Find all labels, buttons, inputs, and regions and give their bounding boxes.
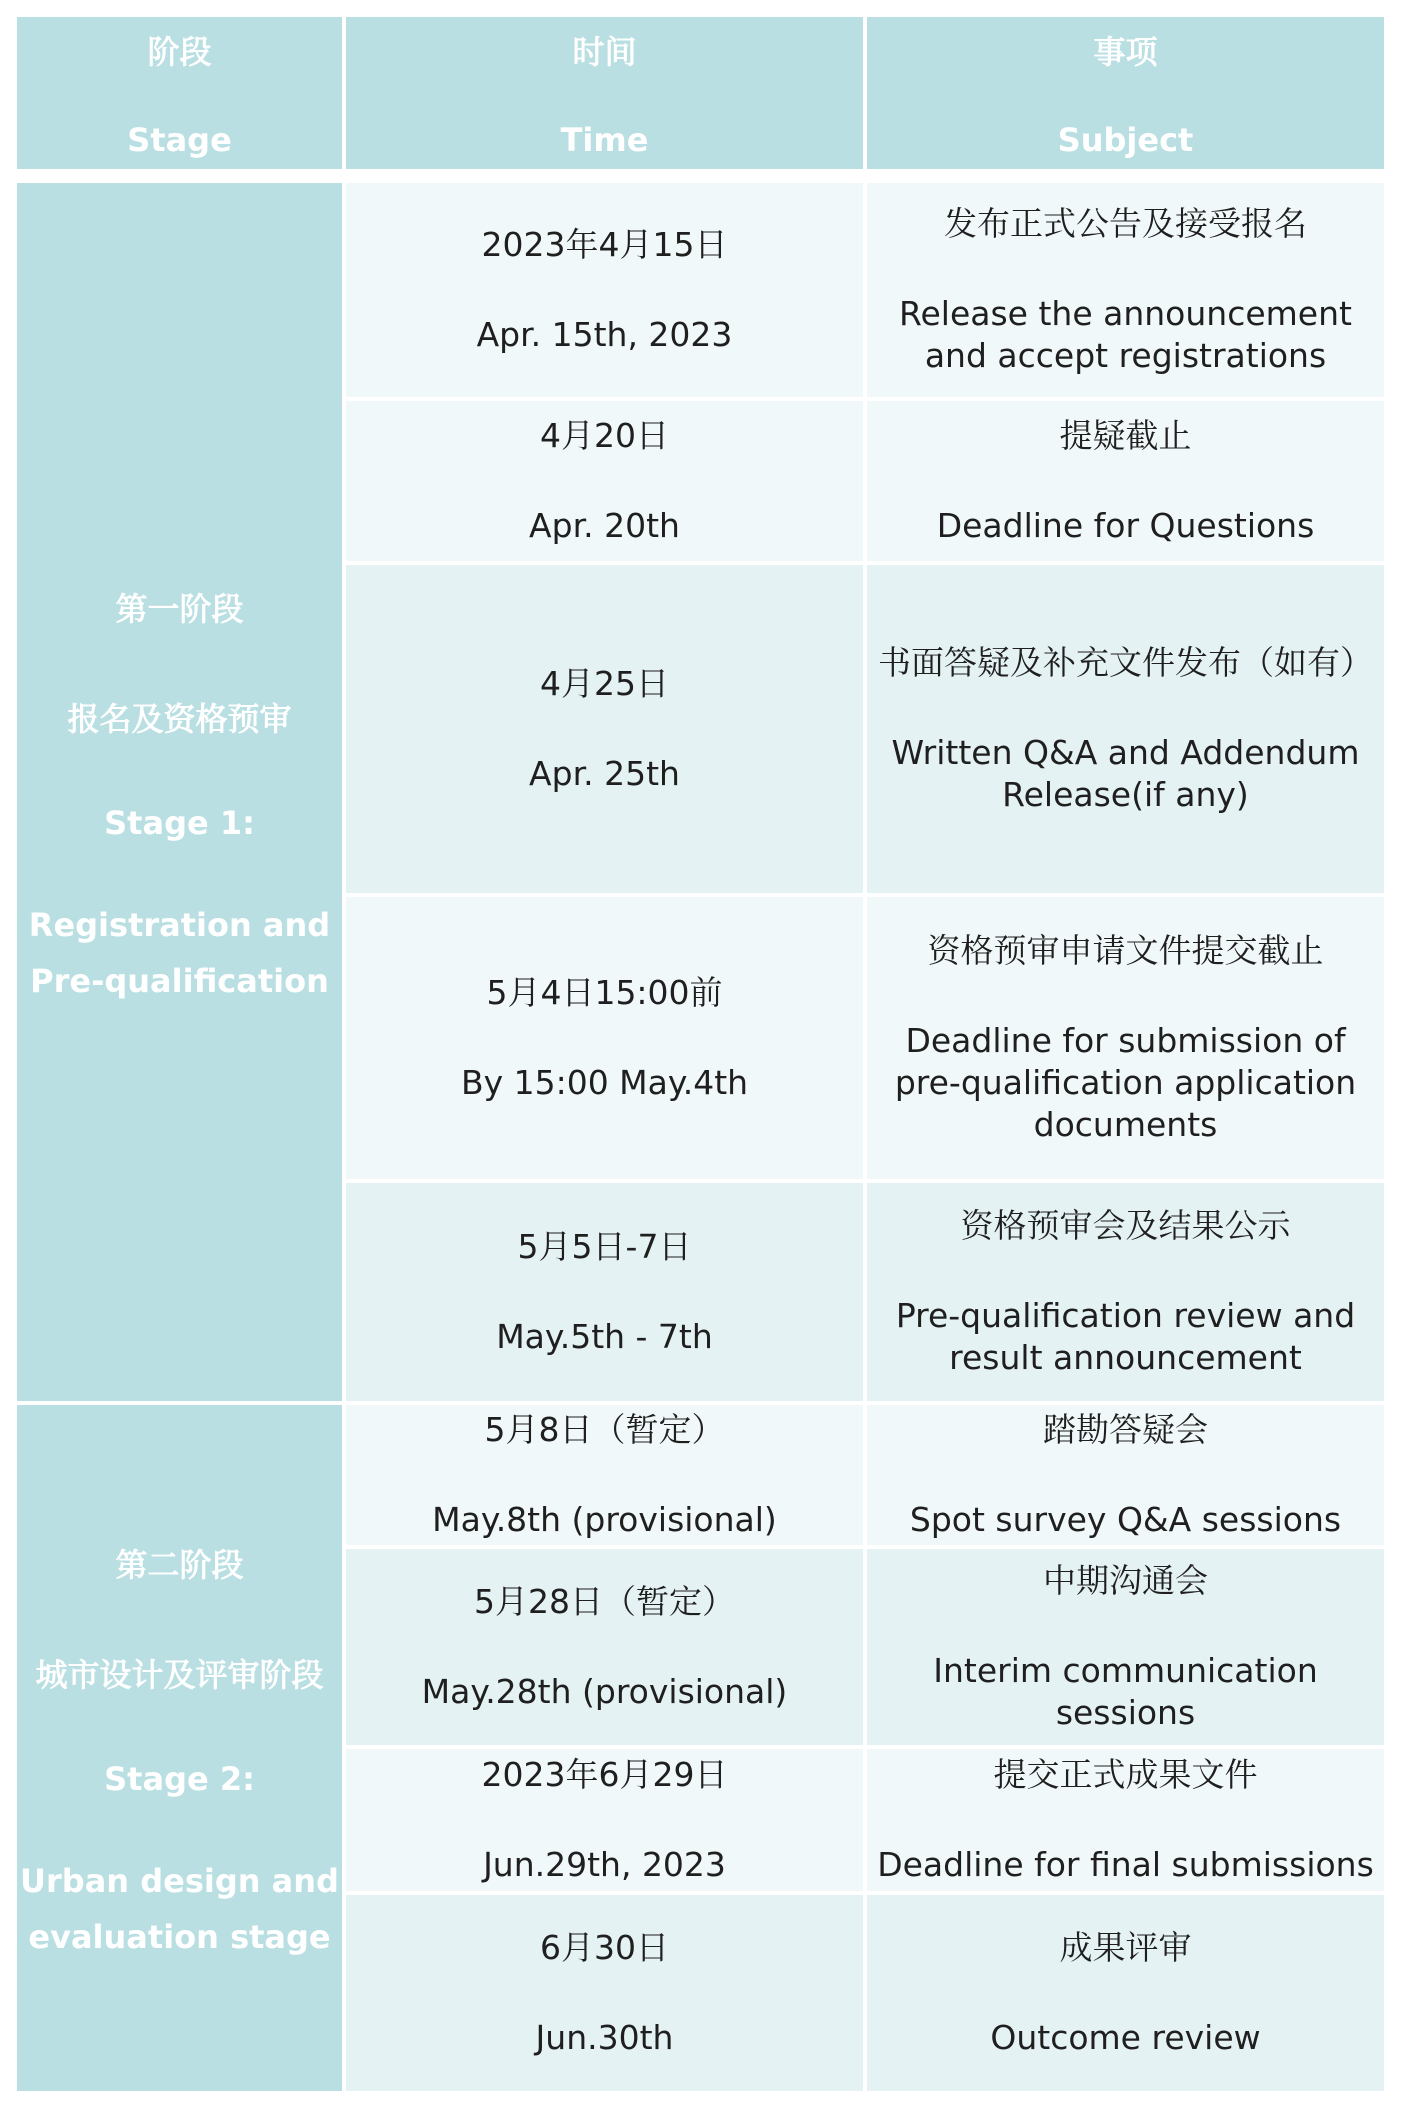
time-cell (346, 1749, 863, 1891)
time-cn: 5月8日（暂定） (484, 1410, 725, 1449)
stage-1-cell (17, 183, 342, 1401)
stage-2-cn1: 第二阶段 (115, 1546, 244, 1584)
time-en: Apr. 15th, 2023 (476, 315, 733, 354)
subject-cn: 资格预审申请文件提交截止 (927, 931, 1324, 970)
subject-en-line: documents (1033, 1105, 1218, 1144)
time-cell (346, 565, 863, 893)
header-stage-cell (17, 17, 342, 169)
time-cn: 5月4日15:00前 (486, 973, 723, 1012)
stage-2-cell (17, 1405, 342, 2091)
time-en: May.8th (provisional) (432, 1500, 777, 1539)
subject-en-line: pre-qualification application (894, 1063, 1357, 1102)
subject-cell (867, 1749, 1384, 1891)
subject-cell (867, 1183, 1384, 1401)
time-cell (346, 401, 863, 561)
time-cn: 5月5日-7日 (517, 1227, 692, 1266)
time-cell (346, 1895, 863, 2091)
time-en: Jun.30th (535, 2018, 674, 2057)
subject-en-line: sessions (1055, 1693, 1196, 1732)
subject-cell (867, 401, 1384, 561)
subject-en-line: Pre-qualification review and (895, 1296, 1356, 1335)
subject-en-line: Release(if any) (1002, 775, 1249, 814)
subject-en-line: Outcome review (990, 2018, 1261, 2057)
time-en: May.28th (provisional) (421, 1672, 788, 1711)
subject-cn: 资格预审会及结果公示 (960, 1206, 1291, 1245)
time-en: Apr. 25th (529, 754, 680, 793)
stage-1-cn1: 第一阶段 (115, 590, 244, 628)
header-time-en: Time (560, 121, 649, 159)
subject-en-line: Deadline for submission of (905, 1021, 1346, 1060)
time-en: May.5th - 7th (496, 1317, 713, 1356)
subject-cell (867, 565, 1384, 893)
subject-cell (867, 1405, 1384, 1545)
time-cn: 5月28日（暂定） (474, 1582, 735, 1621)
time-cell (346, 1549, 863, 1745)
stage-1-en1: Stage 1: (104, 804, 255, 842)
subject-en-line: and accept registrations (924, 336, 1327, 375)
header-time-cell (346, 17, 863, 169)
header-stage-en: Stage (127, 121, 232, 159)
time-cn: 6月30日 (540, 1928, 669, 1967)
subject-en-line: Release the announcement (899, 294, 1352, 333)
subject-cell (867, 897, 1384, 1179)
stage-1-en2: Registration and (28, 906, 331, 944)
time-en: Jun.29th, 2023 (483, 1845, 726, 1884)
time-cn: 2023年4月15日 (481, 225, 728, 264)
subject-en-line: Written Q&A and Addendum (891, 733, 1360, 772)
time-cell (346, 897, 863, 1179)
subject-cn: 书面答疑及补充文件发布（如有） (878, 643, 1373, 682)
subject-cell (867, 183, 1384, 397)
time-cn: 4月20日 (540, 416, 669, 455)
subject-cn: 提疑截止 (1059, 416, 1192, 455)
stage-2-en1: Stage 2: (104, 1760, 255, 1798)
header-subject-cell (867, 17, 1384, 169)
subject-en-line: Deadline for Questions (936, 506, 1315, 545)
header-stage-cn: 阶段 (147, 33, 212, 71)
subject-cn: 提交正式成果文件 (993, 1755, 1258, 1794)
header-subject-cn: 事项 (1093, 33, 1158, 71)
time-cell (346, 183, 863, 397)
stage-2-cn2: 城市设计及评审阶段 (35, 1656, 324, 1694)
stage-1-cn2: 报名及资格预审 (67, 700, 292, 738)
subject-cn: 成果评审 (1059, 1928, 1192, 1967)
stage-1-en3: Pre-qualification (30, 962, 329, 1000)
header-subject-en: Subject (1057, 121, 1194, 159)
time-cn: 4月25日 (540, 664, 669, 703)
header-time-cn: 时间 (572, 33, 637, 71)
time-cn: 2023年6月29日 (481, 1755, 728, 1794)
time-en: Apr. 20th (529, 506, 680, 545)
subject-cn: 踏勘答疑会 (1043, 1410, 1208, 1449)
subject-en-line: Interim communication (933, 1651, 1318, 1690)
subject-cn: 发布正式公告及接受报名 (944, 204, 1307, 243)
stage-2-en3: evaluation stage (28, 1918, 331, 1956)
stage-2-en2: Urban design and (20, 1862, 339, 1900)
subject-cell (867, 1549, 1384, 1745)
subject-cell (867, 1895, 1384, 2091)
subject-en-line: result announcement (949, 1338, 1302, 1377)
subject-cn: 中期沟通会 (1043, 1561, 1208, 1600)
subject-en-line: Deadline for final submissions (877, 1845, 1374, 1884)
time-cell (346, 1405, 863, 1545)
time-en: By 15:00 May.4th (460, 1063, 749, 1102)
subject-en-line: Spot survey Q&A sessions (909, 1500, 1342, 1539)
time-cell (346, 1183, 863, 1401)
